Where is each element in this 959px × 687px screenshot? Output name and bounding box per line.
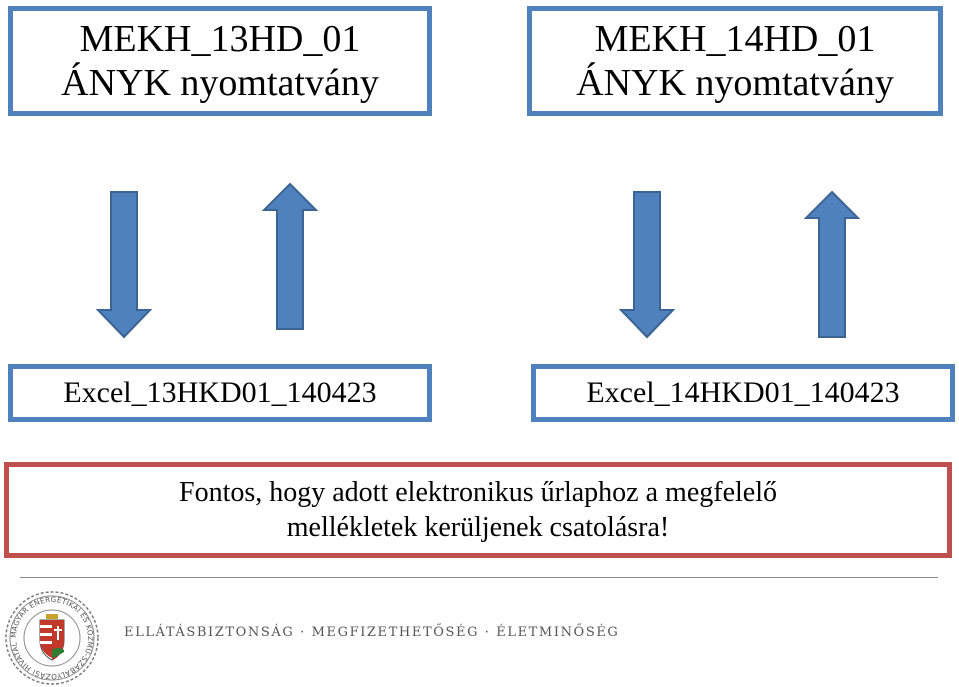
form-box-13hd <box>8 6 432 116</box>
important-note-box <box>4 462 952 558</box>
form-box-14hd <box>527 6 943 116</box>
excel-file-label: Excel_13HKD01_140423 <box>63 376 377 409</box>
footer-divider <box>20 577 938 578</box>
note-line-2: mellékletek kerüljenek csatolásra! <box>286 512 670 543</box>
up-arrow-icon <box>804 190 860 340</box>
excel-box-13hkd01 <box>8 364 432 422</box>
note-line-1: Fontos, hogy adott elektronikus űrlaphoz a megfelelő <box>179 477 777 508</box>
excel-file-label: Excel_14HKD01_140423 <box>586 376 900 409</box>
excel-box-14hkd01 <box>531 364 955 422</box>
down-arrow-icon <box>619 190 675 340</box>
svg-text:MAGYAR ENERGETIKAI ÉS KÖZMŰ-SZ: MAGYAR ENERGETIKAI ÉS KÖZMŰ-SZABÁLYOZÁSI HIVATAL <box>8 594 96 682</box>
form-code: MEKH_14HD_01 <box>594 18 876 60</box>
mekh-seal-logo <box>4 590 100 686</box>
down-arrow-icon <box>96 190 152 340</box>
up-arrow-icon <box>262 182 318 332</box>
form-type: ÁNYK nyomtatvány <box>576 62 894 104</box>
form-code: MEKH_13HD_01 <box>79 18 361 60</box>
footer-slogan: ELLÁTÁSBIZTONSÁG · MEGFIZETHETŐSÉG · ÉLETMINŐSÉG <box>124 625 620 640</box>
form-type: ÁNYK nyomtatvány <box>61 62 379 104</box>
